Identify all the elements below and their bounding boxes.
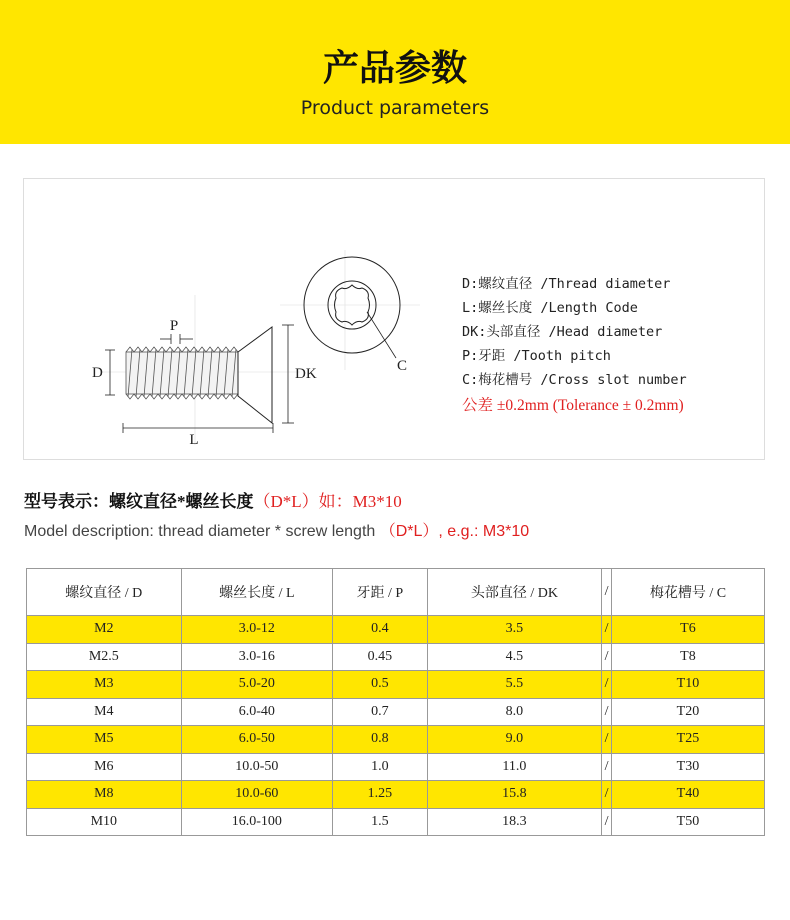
header-blank: / <box>602 569 612 616</box>
header-p: 牙距 / P <box>333 569 428 616</box>
table-cell: 15.8 <box>427 781 602 809</box>
table-cell: / <box>602 643 612 671</box>
table-row <box>27 698 765 726</box>
table-row <box>27 671 765 699</box>
model-description-en <box>24 518 529 541</box>
table-cell: 6.0-50 <box>181 726 333 754</box>
table-cell: 1.0 <box>333 753 428 781</box>
table-cell: 10.0-60 <box>181 781 333 809</box>
header-dk: 头部直径 / DK <box>427 569 602 616</box>
table-cell: M3 <box>27 671 182 699</box>
table-cell: M6 <box>27 753 182 781</box>
table-cell: / <box>602 781 612 809</box>
label-dk: DK <box>295 366 317 382</box>
table-cell: 9.0 <box>427 726 602 754</box>
table-cell: T20 <box>611 698 764 726</box>
table-cell: M5 <box>27 726 182 754</box>
legend-c: C:梅花槽号 /Cross slot number <box>462 372 687 388</box>
table-cell: 1.25 <box>333 781 428 809</box>
screw-head <box>238 327 272 423</box>
table-cell: T25 <box>611 726 764 754</box>
table-cell: 6.0-40 <box>181 698 333 726</box>
table-cell: 8.0 <box>427 698 602 726</box>
table-cell: T50 <box>611 808 764 836</box>
table-cell: M2.5 <box>27 643 182 671</box>
page-subtitle: Product parameters <box>300 97 490 119</box>
label-d: D <box>92 365 103 381</box>
model-description-cn <box>24 487 402 512</box>
header-l: 螺丝长度 / L <box>181 569 333 616</box>
table-row <box>27 643 765 671</box>
model-en-text: Model description: thread diameter * screw length <box>24 523 380 540</box>
table-cell: / <box>602 726 612 754</box>
dimension-legend <box>462 272 687 418</box>
legend-p: P:牙距 /Tooth pitch <box>462 348 611 364</box>
label-c: C <box>397 358 408 374</box>
table-cell: 5.5 <box>427 671 602 699</box>
table-cell: 3.0-16 <box>181 643 333 671</box>
label-p: P <box>169 318 179 334</box>
parameters-table <box>26 568 765 836</box>
table-row <box>27 808 765 836</box>
table-cell: 1.5 <box>333 808 428 836</box>
table-cell: 0.5 <box>333 671 428 699</box>
table-cell: 0.4 <box>333 616 428 644</box>
table-cell: T6 <box>611 616 764 644</box>
table-row <box>27 726 765 754</box>
table-cell: 0.8 <box>333 726 428 754</box>
table-cell: T40 <box>611 781 764 809</box>
table-cell: M8 <box>27 781 182 809</box>
table-cell: 11.0 <box>427 753 602 781</box>
header-c: 梅花槽号 / C <box>611 569 764 616</box>
header-d: 螺纹直径 / D <box>27 569 182 616</box>
model-cn-text: 型号表示：螺纹直径*螺丝长度 <box>24 492 254 511</box>
table-row <box>27 753 765 781</box>
table-cell: T30 <box>611 753 764 781</box>
torx-head-view <box>304 257 400 358</box>
table-cell: 18.3 <box>427 808 602 836</box>
table-cell: M4 <box>27 698 182 726</box>
legend-dk: DK:头部直径 /Head diameter <box>462 324 663 340</box>
table-cell: / <box>602 753 612 781</box>
table-cell: M2 <box>27 616 182 644</box>
legend-l: L:螺丝长度 /Length Code <box>462 300 638 316</box>
table-cell: 0.45 <box>333 643 428 671</box>
table-cell: / <box>602 671 612 699</box>
table-cell: 16.0-100 <box>181 808 333 836</box>
label-l: L <box>189 432 199 448</box>
table-cell: M10 <box>27 808 182 836</box>
table-header-row <box>27 569 765 616</box>
table-cell: 0.7 <box>333 698 428 726</box>
table-cell: T8 <box>611 643 764 671</box>
table-row <box>27 616 765 644</box>
table-cell: / <box>602 808 612 836</box>
table-cell: 5.0-20 <box>181 671 333 699</box>
table-row <box>27 781 765 809</box>
legend-d: D:螺纹直径 /Thread diameter <box>462 276 671 292</box>
model-cn-example: （D*L）如：M3*10 <box>253 492 402 511</box>
tolerance-note: 公差 ±0.2mm (Tolerance ± 0.2mm) <box>462 397 684 414</box>
table-cell: 3.0-12 <box>181 616 333 644</box>
table-cell: / <box>602 616 612 644</box>
table-cell: 3.5 <box>427 616 602 644</box>
table-cell: / <box>602 698 612 726</box>
table-cell: 4.5 <box>427 643 602 671</box>
model-en-example: （D*L）, e.g.: M3*10 <box>379 523 530 540</box>
table-cell: 10.0-50 <box>181 753 333 781</box>
screw-threads <box>126 347 238 399</box>
page-title: 产品参数 <box>322 48 467 89</box>
table-cell: T10 <box>611 671 764 699</box>
